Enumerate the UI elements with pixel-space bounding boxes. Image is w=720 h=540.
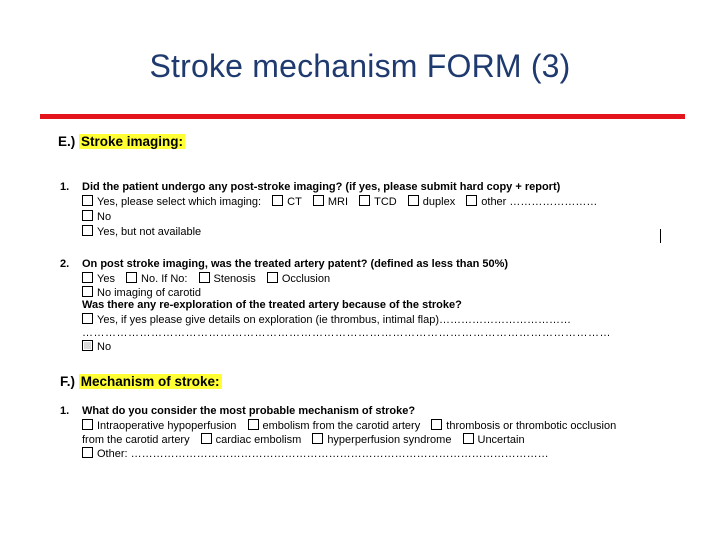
checkbox-mri[interactable] — [313, 195, 324, 206]
question-e2 — [60, 258, 508, 271]
checkbox-imaging-not-available[interactable] — [82, 225, 93, 236]
checkbox-tcd[interactable] — [359, 195, 370, 206]
question-f1 — [60, 405, 415, 418]
question-e2-no-imaging-row — [82, 286, 201, 300]
question-reexploration-yes-row — [82, 313, 571, 327]
question-f1-options-row-2 — [82, 433, 525, 447]
label-imaging-other: other …………………… — [481, 196, 598, 208]
checkbox-stenosis[interactable] — [199, 272, 210, 283]
label-thrombosis: thrombosis or thrombotic occlusion — [446, 420, 617, 432]
section-e-title: Stroke imaging: — [81, 134, 184, 149]
question-e2-options-row — [82, 272, 330, 286]
section-f-heading — [60, 374, 222, 390]
question-reexploration: Was there any re-exploration of the treated artery because of the stroke? — [82, 299, 462, 311]
label-hypoperfusion: Intraoperative hypoperfusion — [97, 420, 237, 432]
label-patent-no: No. If No: — [141, 273, 188, 285]
label-cardiac-embolism: cardiac embolism — [215, 434, 302, 446]
question-f1-text: What do you consider the most probable mechanism of stroke? — [82, 405, 416, 417]
checkbox-imaging-no[interactable] — [82, 210, 93, 221]
checkbox-hypoperfusion[interactable] — [82, 419, 93, 430]
section-f-letter: F.) — [60, 374, 75, 389]
question-f1-options-row-1 — [82, 419, 616, 433]
checkbox-patent-no[interactable] — [126, 272, 137, 283]
label-tcd: TCD — [374, 196, 397, 208]
label-duplex: duplex — [422, 196, 456, 208]
checkbox-no-imaging-carotid[interactable] — [82, 286, 93, 297]
label-stenosis: Stenosis — [213, 273, 256, 285]
label-ct: CT — [287, 196, 302, 208]
label-hyperperfusion: hyperperfusion syndrome — [327, 434, 452, 446]
question-e1-na-row — [82, 225, 201, 239]
reexploration-details-line[interactable]: ………………………………………………………………………………………………………………………… — [82, 327, 611, 339]
label-embolism-carotid: embolism from the carotid artery — [262, 420, 421, 432]
checkbox-cardiac-embolism[interactable] — [201, 433, 212, 444]
slide-title: Stroke mechanism FORM (3) — [149, 48, 571, 84]
checkbox-duplex[interactable] — [408, 195, 419, 206]
checkbox-uncertain[interactable] — [463, 433, 474, 444]
text-cursor-mark — [660, 229, 661, 243]
question-reexploration-no-row — [82, 340, 111, 354]
checkbox-thrombosis[interactable] — [431, 419, 442, 430]
question-f1-other-row — [82, 447, 549, 461]
question-e1 — [60, 181, 560, 194]
label-mechanism-other: Other: …………………………………………………………………………………………………… — [97, 448, 549, 460]
question-e1-options-row — [82, 195, 597, 209]
label-occlusion: Occlusion — [281, 273, 331, 285]
section-e-heading — [58, 134, 185, 150]
checkbox-imaging-other[interactable] — [466, 195, 477, 206]
checkbox-reexploration-yes[interactable] — [82, 313, 93, 324]
label-from-carotid-artery: from the carotid artery — [82, 434, 190, 446]
question-e1-no-row — [82, 210, 111, 224]
title-divider — [40, 114, 685, 119]
question-e2-text: On post stroke imaging, was the treated artery patent? (defined as less than 50%) — [82, 258, 509, 270]
checkbox-embolism-carotid[interactable] — [248, 419, 259, 430]
checkbox-patent-yes[interactable] — [82, 272, 93, 283]
checkbox-occlusion[interactable] — [267, 272, 278, 283]
label-imaging-yes: Yes, please select which imaging: — [97, 196, 262, 208]
checkbox-reexploration-no[interactable] — [82, 340, 93, 351]
section-f-title: Mechanism of stroke: — [80, 374, 220, 389]
checkbox-ct[interactable] — [272, 195, 283, 206]
label-no-imaging-carotid: No imaging of carotid — [97, 287, 201, 299]
label-imaging-not-available: Yes, but not available — [97, 226, 202, 238]
question-f1-number: 1. — [60, 405, 70, 417]
label-reexploration-no: No — [97, 341, 112, 353]
section-e-letter: E.) — [58, 134, 76, 149]
question-e2-number: 2. — [60, 258, 70, 270]
label-reexploration-yes: Yes, if yes please give details on exploration (ie thrombus, intimal flap)……………………………… — [97, 314, 571, 326]
checkbox-imaging-yes[interactable] — [82, 195, 93, 206]
checkbox-mechanism-other[interactable] — [82, 447, 93, 458]
label-uncertain: Uncertain — [477, 434, 525, 446]
label-imaging-no: No — [97, 211, 112, 223]
label-mri: MRI — [327, 196, 349, 208]
question-e1-text: Did the patient undergo any post-stroke imaging? (if yes, please submit hard copy + report) — [82, 181, 561, 193]
label-patent-yes: Yes — [97, 273, 115, 285]
question-e1-number: 1. — [60, 181, 70, 193]
checkbox-hyperperfusion[interactable] — [312, 433, 323, 444]
